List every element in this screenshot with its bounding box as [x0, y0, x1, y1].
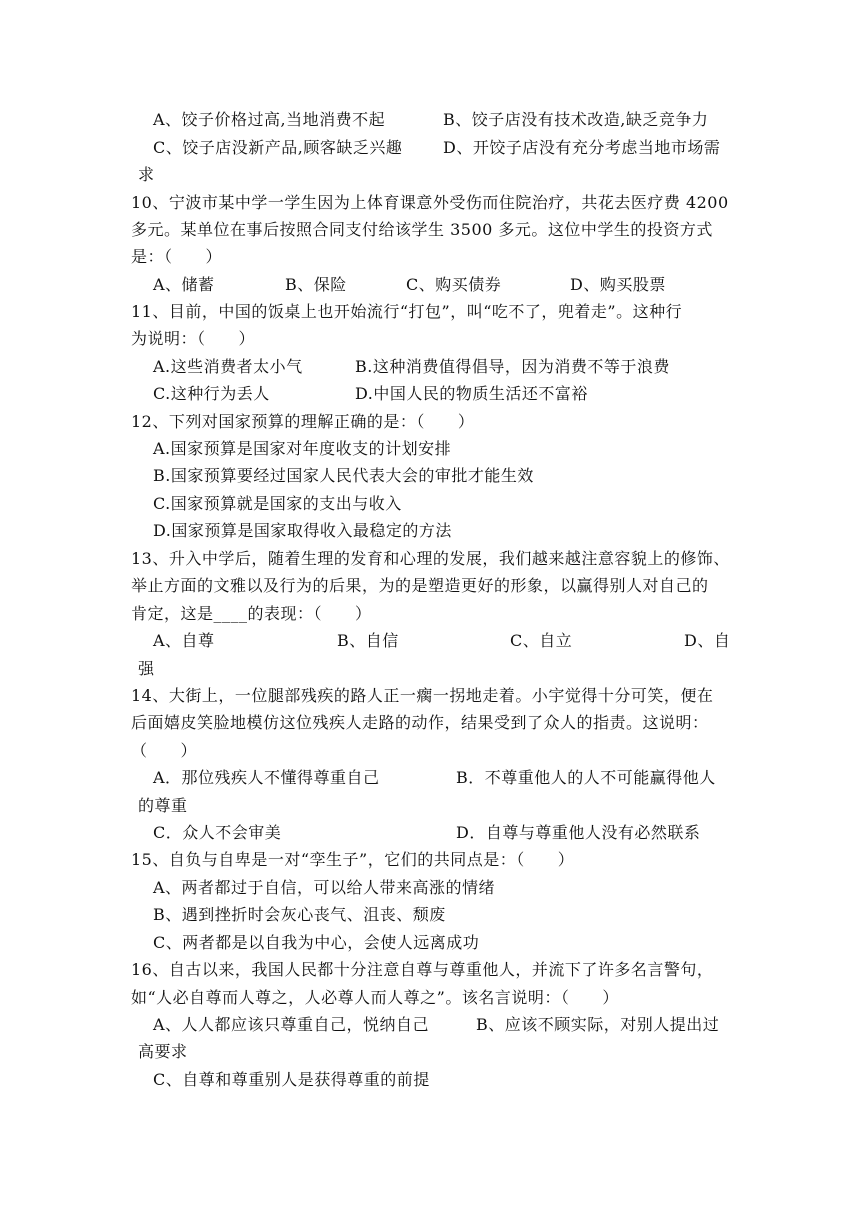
- q10-option-c: C、购买债券: [406, 275, 502, 294]
- q10-stem-line2: 多元。某单位在事后按照合同支付给该学生 3500 多元。这位中学生的投资方式: [131, 220, 713, 239]
- q14-option-d: D．自尊与尊重他人没有必然联系: [456, 823, 701, 842]
- q14-option-b: B．不尊重他人的人不可能赢得他人: [456, 768, 716, 787]
- q11-stem-line2: 为说明：（ ）: [131, 329, 256, 348]
- q12-option-b: B.国家预算要经过国家人民代表大会的审批才能生效: [153, 466, 534, 485]
- q15-option-b: B、遇到挫折时会灰心丧气、沮丧、颓废: [153, 905, 446, 924]
- q11-option-b: B.这种消费值得倡导，因为消费不等于浪费: [355, 357, 670, 376]
- q10-stem-line3: 是：（ ）: [131, 247, 223, 266]
- q15-stem-line1: 15、自负与自卑是一对“孪生子”，它们的共同点是：（ ）: [131, 850, 575, 869]
- q12-option-c: C.国家预算就是国家的支出与收入: [153, 494, 402, 513]
- q9-option-a: A、饺子价格过高,当地消费不起: [153, 110, 386, 129]
- q10-option-a: A、储蓄: [153, 275, 215, 294]
- q11-option-d: D.中国人民的物质生活还不富裕: [355, 384, 588, 403]
- q12-option-d: D.国家预算是国家取得收入最稳定的方法: [153, 521, 452, 540]
- q11-option-a: A.这些消费者太小气: [153, 357, 303, 376]
- q13-option-b: B、自信: [337, 631, 399, 650]
- q11-stem-line1: 11、目前，中国的饭桌上也开始流行“打包”，叫“吃不了，兜着走”。这种行: [131, 302, 683, 321]
- q9-option-d-continued: 求: [138, 165, 155, 184]
- q14-option-a: A．那位残疾人不懂得尊重自己: [153, 768, 380, 787]
- q15-option-a: A、两者都过于自信，可以给人带来高涨的情绪: [153, 878, 496, 897]
- q13-option-d: D、自: [684, 631, 731, 650]
- q14-option-c: C．众人不会审美: [153, 823, 282, 842]
- q9-option-d: D、开饺子店没有充分考虑当地市场需: [443, 138, 721, 157]
- q13-option-c: C、自立: [510, 631, 573, 650]
- q16-option-a: A、人人都应该只尊重自己，悦纳自己: [153, 1015, 430, 1034]
- q13-stem-line1: 13、升入中学后，随着生理的发育和心理的发展，我们越来越注意容貌上的修饰、: [131, 549, 730, 568]
- q10-option-b: B、保险: [285, 275, 347, 294]
- q9-option-b: B、饺子店没有技术改造,缺乏竞争力: [443, 110, 709, 129]
- q11-option-c: C.这种行为丢人: [153, 384, 270, 403]
- q14-stem-line2: 后面嬉皮笑脸地模仿这位残疾人走路的动作，结果受到了众人的指责。这说明：: [131, 713, 709, 732]
- q14-stem-line1: 14、大街上，一位腿部残疾的路人正一瘸一拐地走着。小宇觉得十分可笑，便在: [131, 686, 714, 705]
- q14-stem-line3: （ ）: [131, 741, 198, 760]
- q13-stem-line2: 举止方面的文雅以及行为的后果，为的是塑造更好的形象，以赢得别人对自己的: [131, 576, 709, 595]
- q10-option-d: D、购买股票: [570, 275, 666, 294]
- q13-option-a: A、自尊: [153, 631, 215, 650]
- q16-option-b-continued: 高要求: [138, 1042, 188, 1061]
- q10-stem-line1: 10、宁波市某中学一学生因为上体育课意外受伤而住院治疗，共花去医疗费 4200: [131, 193, 729, 212]
- q12-option-a: A.国家预算是国家对年度收支的计划安排: [153, 439, 452, 458]
- q13-stem-line3: 肯定，这是____的表现：（ ）: [131, 604, 372, 623]
- q9-option-c: C、饺子店没新产品,顾客缺乏兴趣: [153, 138, 403, 157]
- q13-option-d-continued: 强: [138, 659, 155, 678]
- q16-option-b: B、应该不顾实际，对别人提出过: [476, 1015, 720, 1034]
- q15-option-c: C、两者都是以自我为中心，会使人远离成功: [153, 933, 480, 952]
- q16-stem-line2: 如“人必自尊而人尊之，人必尊人而人尊之”。该名言说明：（ ）: [131, 988, 619, 1007]
- q14-option-b-continued: 的尊重: [138, 796, 188, 815]
- q16-stem-line1: 16、自古以来，我国人民都十分注意自尊与尊重他人，并流下了许多名言警句，: [131, 960, 714, 979]
- q16-option-c: C、自尊和尊重别人是获得尊重的前提: [153, 1070, 430, 1089]
- q12-stem-line1: 12、下列对国家预算的理解正确的是：（ ）: [131, 412, 475, 431]
